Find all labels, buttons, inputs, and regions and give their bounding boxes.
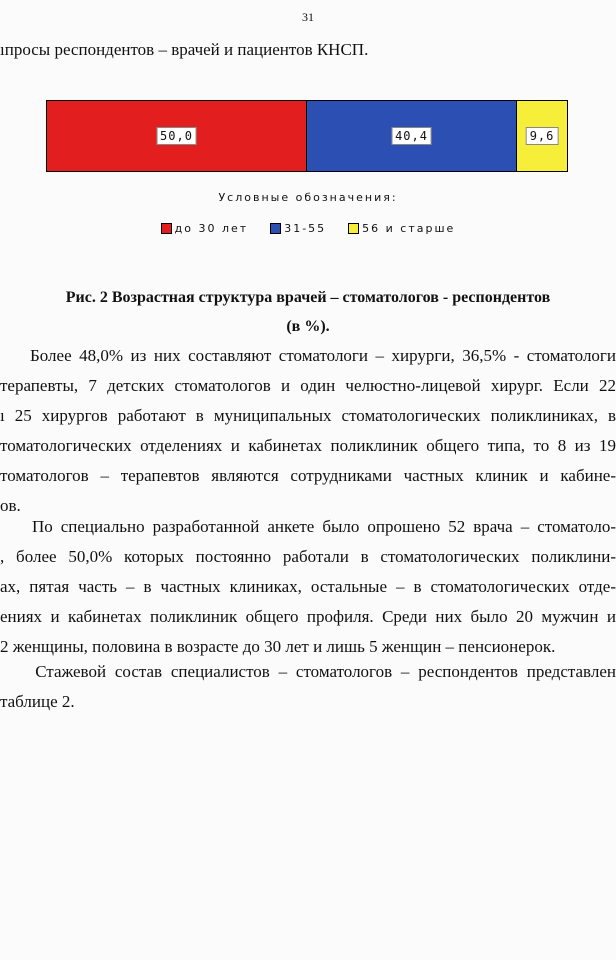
legend-title: Условные обозначения: [218,191,398,204]
bar-data-label: 40,4 [391,127,432,145]
bar-data-label: 9,6 [526,127,559,145]
legend-label: до 30 лет [174,222,249,235]
figure-caption-line-1: Рис. 2 Возрастная структура врачей – стоматологов - респондентов [65,289,551,306]
text-line: , более 50,0% которых постоянно работали в стоматологических поликлини- [0,547,616,566]
text-line: таблице 2. [0,692,75,711]
bar-segment-2 [307,101,517,171]
text-line: ов. [0,496,21,515]
bar-data-label: 50,0 [156,127,197,145]
text-line: томатологов – терапевтов являются сотрудниками частных клиник и кабине- [0,466,616,485]
text-line: ı 25 хирургов работают в муниципальных стоматологических поликлиниках, в [0,406,616,425]
legend-item [270,222,326,235]
text-line: ах, пятая часть – в частных клиниках, остальные – в стоматологических отде- [0,577,616,596]
text-line: По специально разработанной анкете было опрошено 52 врача – стоматоло- [0,517,616,536]
text-line: Стажевой состав специалистов – стоматологов – респондентов представлен [0,662,616,681]
text-line: ениях и кабинетах поликлиник общего профиля. Среди них было 20 мужчин и [0,607,616,626]
stacked-bar-chart [46,100,568,172]
text-line: 2 женщины, половина в возрасте до 30 лет и лишь 5 женщин – пенсионерок. [0,637,556,656]
text-line: томатологических отделениях и кабинетах поликлиник общего типа, то 8 из 19 [0,436,616,455]
legend-swatch [161,223,172,234]
legend-swatch [348,223,359,234]
legend-swatch [270,223,281,234]
legend-item [348,222,455,235]
bar-segment-3 [517,101,567,171]
chart-legend [0,222,616,235]
top-text-line: ıпросы респондентов – врачей и пациентов КНСП. [0,40,369,59]
legend-label: 56 и старше [362,222,456,235]
text-line: терапевты, 7 детских стоматологов и один челюстно-лицевой хирург. Если 22 [0,376,616,395]
legend-label: 31-55 [284,222,327,235]
bar-segment-1 [47,101,307,171]
legend-item [161,222,249,235]
text-line: Более 48,0% из них составляют стоматологи – хирурги, 36,5% - стоматологи [0,346,616,365]
page-number: 31 [302,10,314,24]
figure-caption-line-2: (в %). [286,318,330,335]
